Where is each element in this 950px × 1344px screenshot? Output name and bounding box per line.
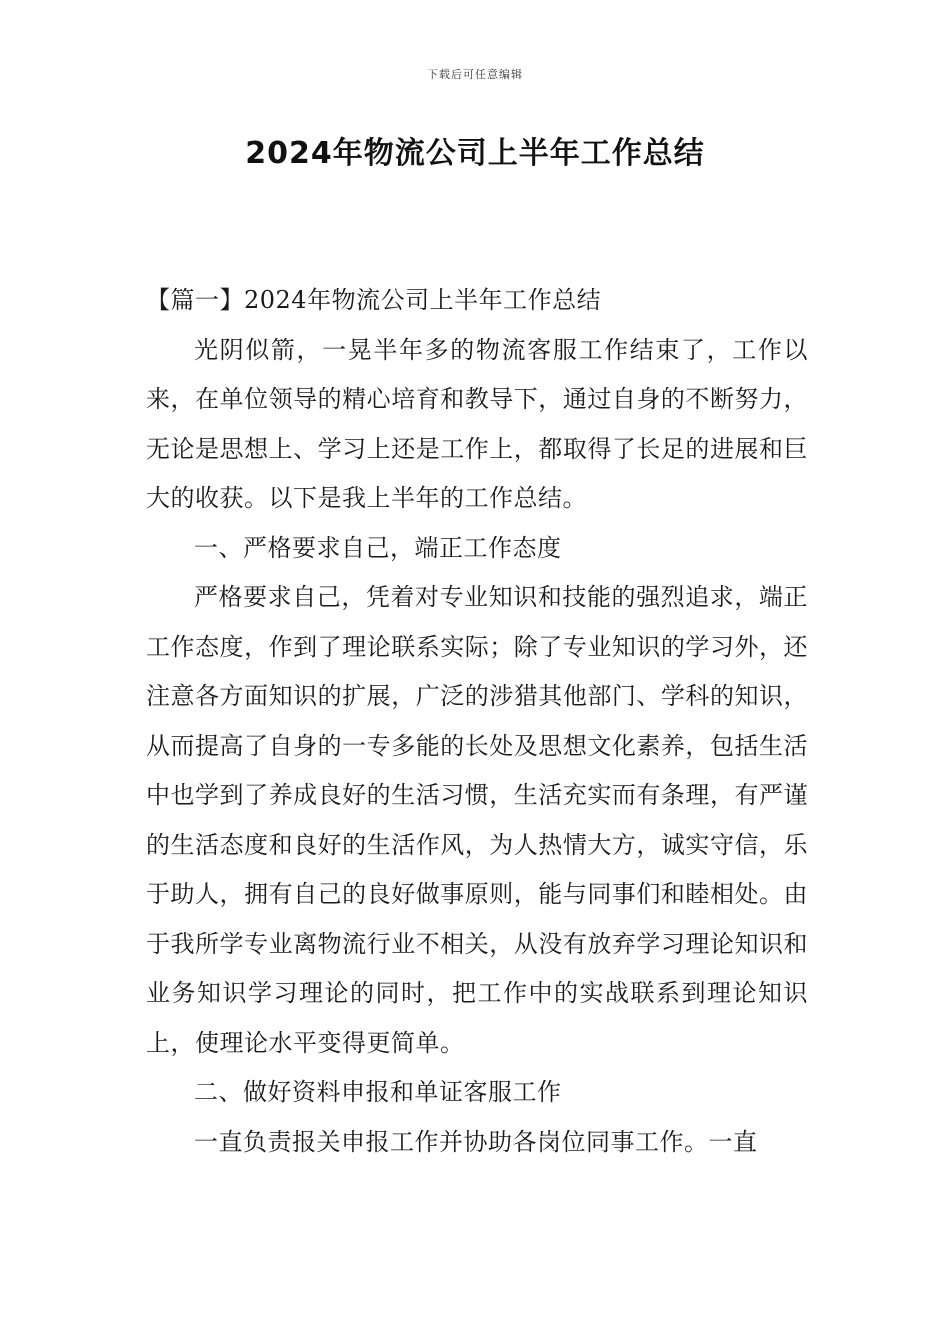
document-body [146,276,808,1167]
section-heading-2: 二、做好资料申报和单证客服工作 [194,1078,562,1106]
paragraph-intro: 光阴似箭，一晃半年多的物流客服工作结束了，工作以来，在单位领导的精心培育和教导下，通过自身的不断努力，无论是思想上、学习上还是工作上，都取得了长足的进展和巨大的收获。以下是我上半年的工作总结。 [146,335,808,512]
paragraph-section-2: 一直负责报关申报工作并协助各岗位同事工作。一直 [194,1127,758,1156]
paragraph-section-1: 严格要求自己，凭着对专业知识和技能的强烈追求，端正工作态度，作到了理论联系实际；除了专业知识的学习外，还注意各方面知识的扩展，广泛的涉猎其他部门、学科的知识，从而提高了自身的一专多能的长处及思想文化素养，包括生活中也学到了养成良好的生活习惯，生活充实而有条理，有严谨的生活态度和良好的生活作风，为人热情大方，诚实守信，乐于助人，拥有自己的良好做事原则，能与同事们和睦相处。由于我所学专业离物流行业不相关，从没有放弃学习理论知识和业务知识学习理论的同时，把工作中的实战联系到理论知识上，使理论水平变得更简单。 [146,583,808,1057]
document-title: 2024年物流公司上半年工作总结 [245,136,705,171]
header-note: 下载后可任意编辑 [427,68,523,81]
section-heading-1: 一、严格要求自己，端正工作态度 [194,533,562,562]
section-label: 【篇一】2024年物流公司上半年工作总结 [146,286,602,314]
